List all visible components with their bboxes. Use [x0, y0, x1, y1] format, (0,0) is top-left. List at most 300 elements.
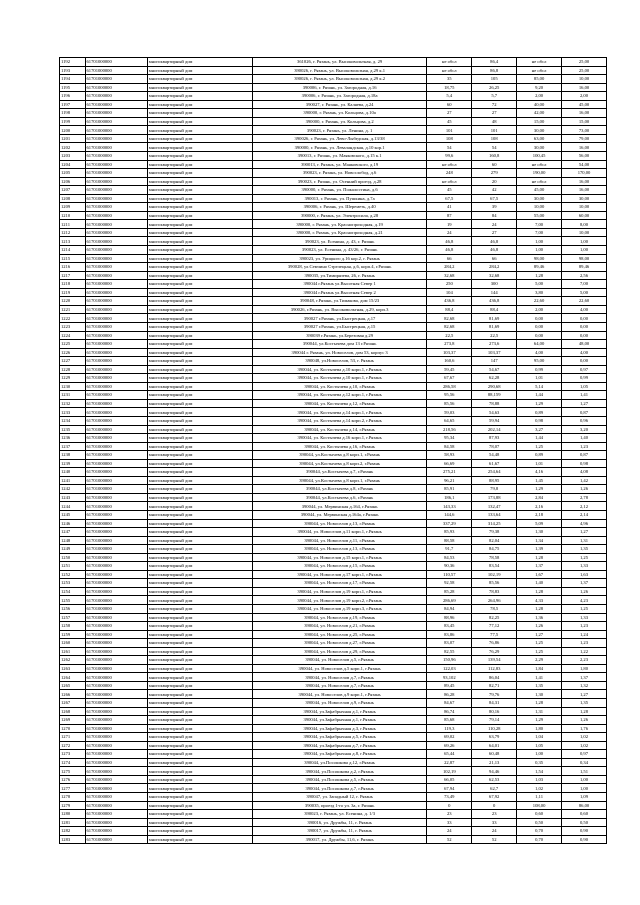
value-cell: 1,28 [517, 553, 562, 562]
oktmo-cell: 61701000000 [85, 416, 147, 425]
value-cell: 1,00 [517, 750, 562, 759]
value-cell: 26,25 [472, 83, 517, 92]
value-cell: 100,45 [517, 152, 562, 161]
table-row [60, 382, 607, 391]
object-type-cell: многоквартирный дом [147, 322, 252, 331]
row-number-cell: 1267 [60, 699, 86, 708]
row-number-cell: 1265 [60, 681, 86, 690]
object-type-cell: многоквартирный дом [147, 630, 252, 639]
address-cell: 390044, ул. Новоселов д.15 корп.1, г.Рязань [252, 553, 427, 562]
object-type-cell: многоквартирный дом [147, 784, 252, 793]
housing-registry-table [59, 57, 607, 844]
value-cell: 1,02 [562, 733, 607, 742]
value-cell: 10,00 [517, 203, 562, 212]
table-row [60, 416, 607, 425]
value-cell: 1,29 [517, 485, 562, 494]
row-number-cell: 1239 [60, 459, 86, 468]
value-cell: 0,97 [562, 365, 607, 374]
value-cell: 108 [472, 134, 517, 143]
value-cell: 1,27 [517, 630, 562, 639]
value-cell: 59,45 [427, 365, 472, 374]
object-type-cell: многоквартирный дом [147, 434, 252, 443]
row-number-cell: 1223 [60, 322, 86, 331]
row-number-cell: 1232 [60, 399, 86, 408]
row-number-cell: 1200 [60, 126, 86, 135]
object-type-cell: многоквартирный дом [147, 536, 252, 545]
value-cell: 46,8 [472, 237, 517, 246]
value-cell: 119,3 [427, 724, 472, 733]
value-cell: 61,67 [472, 459, 517, 468]
value-cell: 300 [472, 280, 517, 289]
address-cell: 390039 г.Рязань, ул.Березовая д.29 [252, 331, 427, 340]
address-cell: 390044, ул. Костычева д.14, г.Рязань [252, 425, 427, 434]
row-number-cell: 1275 [60, 767, 86, 776]
row-number-cell: 1218 [60, 280, 86, 289]
object-type-cell: многоквартирный дом [147, 331, 252, 340]
table-row [60, 699, 607, 708]
oktmo-cell: 61701000000 [85, 348, 147, 357]
oktmo-cell: 61701000000 [85, 211, 147, 220]
object-type-cell: многоквартирный дом [147, 425, 252, 434]
value-cell: 60 [472, 160, 517, 169]
address-cell: 390044, ул. Новоселов д.17 корп.1, г.Рязань [252, 570, 427, 579]
row-number-cell: 1199 [60, 117, 86, 126]
object-type-cell: многоквартирный дом [147, 117, 252, 126]
value-cell: 2,00 [562, 92, 607, 101]
row-number-cell: 1209 [60, 203, 86, 212]
value-cell: 1,30 [517, 528, 562, 537]
value-cell: 0,90 [562, 827, 607, 836]
object-type-cell: многоквартирный дом [147, 519, 252, 528]
value-cell: 18,75 [427, 83, 472, 92]
table-row [60, 536, 607, 545]
value-cell: 150,96 [427, 656, 472, 665]
value-cell: 5,00 [517, 280, 562, 289]
row-number-cell: 1235 [60, 425, 86, 434]
value-cell: 1,63 [562, 570, 607, 579]
object-type-cell: многоквартирный дом [147, 707, 252, 716]
table-row [60, 827, 607, 836]
value-cell: 170,00 [562, 169, 607, 178]
value-cell: 60,48 [472, 750, 517, 759]
address-cell: 390027 г.Рязань, ул.Быстрецкая, д.15 [252, 322, 427, 331]
address-cell: 390044, ул.Зафабрычная д.5, г.Рязань [252, 733, 427, 742]
value-cell: 81,69 [472, 314, 517, 323]
value-cell: 290,68 [472, 382, 517, 391]
object-type-cell: многоквартирный дом [147, 408, 252, 417]
object-type-cell: многоквартирный дом [147, 605, 252, 614]
value-cell: 78,5 [472, 605, 517, 614]
oktmo-cell: 61701000000 [85, 169, 147, 178]
object-type-cell: многоквартирный дом [147, 357, 252, 366]
address-cell: 390044, ул.Посошкова д.12, г.Рязань [252, 758, 427, 767]
value-cell: 1,41 [517, 673, 562, 682]
value-cell: 1,25 [517, 442, 562, 451]
value-cell: 1,27 [562, 690, 607, 699]
address-cell: 390026, г. Рязань, ул. Лево-Лыбедская, д.13/38 [252, 134, 427, 143]
value-cell: 1,26 [562, 716, 607, 725]
oktmo-cell: 61701000000 [85, 724, 147, 733]
value-cell: 16,00 [562, 186, 607, 195]
oktmo-cell: 61701000000 [85, 528, 147, 537]
object-type-cell: многоквартирный дом [147, 724, 252, 733]
value-cell: 0,87 [562, 451, 607, 460]
row-number-cell: 1214 [60, 246, 86, 255]
value-cell: 77,12 [472, 622, 517, 631]
address-cell: 390006, г. Рязань, ул. Загородная, д.16 [252, 83, 427, 92]
row-number-cell: 1198 [60, 109, 86, 118]
value-cell: 22,87 [427, 758, 472, 767]
table-row [60, 784, 607, 793]
row-number-cell: 1245 [60, 510, 86, 519]
oktmo-cell: 61701000000 [85, 126, 147, 135]
address-cell: 390013, г. Рязань, ул. Маяковского, д.15 к.1 [252, 152, 427, 161]
value-cell: 23 [427, 810, 472, 819]
value-cell: 19 [427, 220, 472, 229]
table-row [60, 322, 607, 331]
value-cell: 286,69 [427, 596, 472, 605]
value-cell: 4,23 [562, 596, 607, 605]
oktmo-cell: 61701000000 [85, 228, 147, 237]
value-cell: 46,8 [427, 246, 472, 255]
table-row [60, 169, 607, 178]
value-cell: 1,76 [562, 724, 607, 733]
table-row [60, 365, 607, 374]
object-type-cell: многоквартирный дом [147, 66, 252, 75]
address-cell: 390044, ул. Костычева д.10, г.Рязань [252, 382, 427, 391]
object-type-cell: многоквартирный дом [147, 545, 252, 554]
address-cell: 390044, ул.Зафабрычная д.8, г.Рязань [252, 750, 427, 759]
oktmo-cell: 61701000000 [85, 579, 147, 588]
row-number-cell: 1219 [60, 288, 86, 297]
value-cell: 0,89 [517, 451, 562, 460]
value-cell: 86,8 [472, 66, 517, 75]
value-cell: 62,7 [472, 784, 517, 793]
value-cell: 1,35 [562, 545, 607, 554]
value-cell: 82,68 [427, 322, 472, 331]
value-cell: 30,00 [517, 194, 562, 203]
row-number-cell: 1231 [60, 391, 86, 400]
row-number-cell: 1204 [60, 160, 86, 169]
value-cell: 108,00 [517, 801, 562, 810]
value-cell: 79,76 [472, 690, 517, 699]
value-cell: 0,60 [562, 810, 607, 819]
object-type-cell: многоквартирный дом [147, 716, 252, 725]
address-cell: 390044, ул. Костычева д.16 корп.1, г.Рязань [252, 434, 427, 443]
address-cell: 390000, г. Рязань, ул. Краснопроходная, д.19 [252, 220, 427, 229]
value-cell: 1,11 [517, 793, 562, 802]
value-cell: 132,47 [472, 502, 517, 511]
table-row [60, 613, 607, 622]
table-row [60, 246, 607, 255]
row-number-cell: 1241 [60, 476, 86, 485]
value-cell: 1,00 [562, 775, 607, 784]
row-number-cell: 1225 [60, 340, 86, 349]
value-cell: 86,04 [472, 673, 517, 682]
row-number-cell: 1258 [60, 622, 86, 631]
table-row [60, 451, 607, 460]
value-cell: 2,00 [517, 92, 562, 101]
value-cell: 4,16 [517, 468, 562, 477]
value-cell: 1,05 [562, 382, 607, 391]
value-cell: 112,83 [472, 664, 517, 673]
value-cell: 1,32 [562, 681, 607, 690]
table-row [60, 707, 607, 716]
value-cell: 85,00 [517, 75, 562, 84]
oktmo-cell: 61701000000 [85, 605, 147, 614]
table-row [60, 801, 607, 810]
table-row [60, 263, 607, 272]
address-cell: 390023, г. Рязань, ул. Есенина, д. 1/3 [252, 810, 427, 819]
oktmo-cell: 61701000000 [85, 100, 147, 109]
value-cell: 1,45 [517, 476, 562, 485]
address-cell: 390026, г. Рязань, ул. Высоковольтная, д.29 к.1 [252, 66, 427, 75]
value-cell: не обсл [517, 66, 562, 75]
value-cell: 54 [427, 143, 472, 152]
oktmo-cell: 61701000000 [85, 493, 147, 502]
object-type-cell: многоквартирный дом [147, 459, 252, 468]
value-cell: 67,5 [427, 194, 472, 203]
object-type-cell: многоквартирный дом [147, 699, 252, 708]
value-cell: 1,54 [517, 767, 562, 776]
value-cell: 202,14 [472, 425, 517, 434]
value-cell: 1,02 [562, 741, 607, 750]
value-cell: 5,14 [517, 382, 562, 391]
value-cell: 33 [472, 818, 517, 827]
table-row [60, 211, 607, 220]
value-cell: 63,00 [517, 134, 562, 143]
value-cell: 25,00 [562, 66, 607, 75]
value-cell: 86,74 [427, 707, 472, 716]
value-cell: 110,57 [427, 570, 472, 579]
oktmo-cell: 61701000000 [85, 545, 147, 554]
value-cell: 254,64 [472, 468, 517, 477]
value-cell: 30,00 [517, 126, 562, 135]
value-cell: 16,00 [562, 83, 607, 92]
value-cell: 102,19 [472, 570, 517, 579]
table-row [60, 254, 607, 263]
row-number-cell: 1233 [60, 408, 86, 417]
value-cell: 1,24 [562, 630, 607, 639]
value-cell: 250 [427, 280, 472, 289]
address-cell: 390044, ул.Зафабрычная д.1, г.Рязань [252, 707, 427, 716]
value-cell: 0,34 [562, 758, 607, 767]
row-number-cell: 1279 [60, 801, 86, 810]
object-type-cell: многоквартирный дом [147, 510, 252, 519]
address-cell: 390044, ул. Костычева д.12, г.Рязань [252, 399, 427, 408]
address-cell: 390044, ул.Костычева дом 13 г.Рязань [252, 340, 427, 349]
value-cell: 218,56 [427, 425, 472, 434]
table-row [60, 605, 607, 614]
oktmo-cell: 61701000000 [85, 382, 147, 391]
oktmo-cell: 61701000000 [85, 314, 147, 323]
address-cell: 390044, ул. Новоселов д.11, г.Рязань [252, 536, 427, 545]
value-cell: 3,20 [562, 425, 607, 434]
row-number-cell: 1236 [60, 434, 86, 443]
object-type-cell: многоквартирный дом [147, 177, 252, 186]
address-cell: 390044, ул. Новоселов д.13, г.Рязань [252, 545, 427, 554]
table-row [60, 664, 607, 673]
object-type-cell: многоквартирный дом [147, 399, 252, 408]
address-cell: 390048, г.Рязань, ул.Тимакова, дом 15/23 [252, 297, 427, 306]
value-cell: 0,89 [517, 408, 562, 417]
value-cell: 3,80 [517, 288, 562, 297]
value-cell: 67,94 [427, 784, 472, 793]
table-row [60, 331, 607, 340]
address-cell: 390044, ул. Костычева д.10 корп.1, г.Рязань [252, 374, 427, 383]
object-type-cell: многоквартирный дом [147, 673, 252, 682]
value-cell: 7,00 [517, 220, 562, 229]
value-cell: 42 [472, 186, 517, 195]
oktmo-cell: 61701000000 [85, 775, 147, 784]
address-cell: 390023, г. Рязань, ул. Ленина, д. 1 [252, 126, 427, 135]
value-cell: 48 [472, 117, 517, 126]
value-cell: 84,94 [427, 605, 472, 614]
value-cell: 89,46 [562, 263, 607, 272]
oktmo-cell: 61701000000 [85, 288, 147, 297]
value-cell: 1,01 [517, 459, 562, 468]
value-cell: 1,80 [562, 664, 607, 673]
address-cell: 390044, ул. Костычева д.14 корп.1, г.Рязань [252, 408, 427, 417]
row-number-cell: 1260 [60, 639, 86, 648]
object-type-cell: многоквартирный дом [147, 827, 252, 836]
row-number-cell: 1277 [60, 784, 86, 793]
oktmo-cell: 61701000000 [85, 587, 147, 596]
value-cell: 64,01 [472, 741, 517, 750]
value-cell: 9,20 [517, 83, 562, 92]
table-body [60, 58, 607, 844]
value-cell: 46,8 [427, 237, 472, 246]
value-cell: 1,37 [562, 579, 607, 588]
value-cell: 190,00 [517, 169, 562, 178]
value-cell: 102,19 [427, 767, 472, 776]
oktmo-cell: 61701000000 [85, 305, 147, 314]
value-cell: 144,6 [427, 510, 472, 519]
value-cell: 1,27 [562, 528, 607, 537]
value-cell: 22,60 [562, 297, 607, 306]
oktmo-cell: 61701000000 [85, 357, 147, 366]
value-cell: 1,28 [562, 707, 607, 716]
address-cell: 390044, ул.Посошкова д.7, г.Рязань [252, 784, 427, 793]
object-type-cell: многоквартирный дом [147, 451, 252, 460]
oktmo-cell: 61701000000 [85, 399, 147, 408]
value-cell: 16,00 [562, 109, 607, 118]
value-cell: 67,92 [472, 793, 517, 802]
value-cell: 1,26 [562, 485, 607, 494]
table-row [60, 177, 607, 186]
table-row [60, 733, 607, 742]
value-cell: 69,26 [427, 741, 472, 750]
table-row [60, 152, 607, 161]
value-cell: 144 [472, 288, 517, 297]
value-cell: 1,25 [517, 639, 562, 648]
value-cell: 20 [472, 177, 517, 186]
address-cell: 390044, ул.Костычева д.8 корп.1, г.Рязань [252, 451, 427, 460]
row-number-cell: 1196 [60, 92, 86, 101]
table-row [60, 237, 607, 246]
value-cell: 88,58 [427, 536, 472, 545]
address-cell: 390044, ул. Новоселов д.11 корп.1, г.Рязань [252, 528, 427, 537]
value-cell: 88,96 [427, 613, 472, 622]
value-cell: 84,75 [472, 545, 517, 554]
value-cell: 83,45 [427, 622, 472, 631]
address-cell: 361026, г. Рязань, ул. Высоковольтная, д. 29 [252, 58, 427, 67]
value-cell: 5,00 [562, 288, 607, 297]
value-cell: 16,00 [562, 143, 607, 152]
value-cell: 186,1 [427, 493, 472, 502]
oktmo-cell: 61701000000 [85, 733, 147, 742]
table-row [60, 186, 607, 195]
oktmo-cell: 61701000000 [85, 434, 147, 443]
oktmo-cell: 61701000000 [85, 75, 147, 84]
value-cell: 66,05 [427, 775, 472, 784]
table-row [60, 716, 607, 725]
row-number-cell: 1197 [60, 100, 86, 109]
oktmo-cell: 61701000000 [85, 58, 147, 67]
table-row [60, 502, 607, 511]
address-cell: 390044, ул.Костычева д.8, г.Рязань [252, 485, 427, 494]
value-cell: 337,29 [427, 519, 472, 528]
row-number-cell: 1228 [60, 365, 86, 374]
object-type-cell: многоквартирный дом [147, 818, 252, 827]
table-row [60, 562, 607, 571]
row-number-cell: 1256 [60, 605, 86, 614]
row-number-cell: 1249 [60, 545, 86, 554]
address-cell: 390023, ул. Есенина, д. 43, г. Рязань [252, 237, 427, 246]
address-cell: 390044, ул. Новоселов д.13, г.Рязань [252, 519, 427, 528]
value-cell: 0,98 [562, 459, 607, 468]
table-row [60, 58, 607, 67]
address-cell: 390044, ул. Костычева д.16, г.Рязань [252, 442, 427, 451]
value-cell: 1,31 [517, 707, 562, 716]
object-type-cell: многоквартирный дом [147, 733, 252, 742]
value-cell: 86,28 [427, 690, 472, 699]
oktmo-cell: 61701000000 [85, 442, 147, 451]
table-row [60, 340, 607, 349]
object-type-cell: многоквартирный дом [147, 579, 252, 588]
row-number-cell: 1274 [60, 758, 86, 767]
value-cell: 84,67 [427, 699, 472, 708]
address-cell: 390044, ул.Костычева д.8 корп.2, г.Рязань [252, 459, 427, 468]
value-cell: 87,93 [472, 434, 517, 443]
oktmo-cell: 61701000000 [85, 134, 147, 143]
oktmo-cell: 61701000000 [85, 280, 147, 289]
object-type-cell: многоквартирный дом [147, 254, 252, 263]
table-row [60, 835, 607, 844]
value-cell: 1,44 [517, 391, 562, 400]
object-type-cell: многоквартирный дом [147, 587, 252, 596]
value-cell: 1,26 [562, 587, 607, 596]
row-number-cell: 1207 [60, 186, 86, 195]
row-number-cell: 1266 [60, 690, 86, 699]
table-row [60, 228, 607, 237]
value-cell: 33 [427, 818, 472, 827]
value-cell: 25,00 [562, 58, 607, 67]
oktmo-cell: 61701000000 [85, 673, 147, 682]
value-cell: 63,79 [472, 733, 517, 742]
oktmo-cell: 61701000000 [85, 810, 147, 819]
value-cell: 84,58 [427, 442, 472, 451]
value-cell: 0,00 [562, 322, 607, 331]
oktmo-cell: 61701000000 [85, 322, 147, 331]
oktmo-cell: 61701000000 [85, 699, 147, 708]
table-row [60, 408, 607, 417]
oktmo-cell: 61701000000 [85, 639, 147, 648]
value-cell: 1,00 [517, 237, 562, 246]
oktmo-cell: 61701000000 [85, 408, 147, 417]
address-cell: 390044, ул. Новоселов д.19 корп.2, г.Рязань [252, 596, 427, 605]
value-cell: 275,21 [427, 468, 472, 477]
